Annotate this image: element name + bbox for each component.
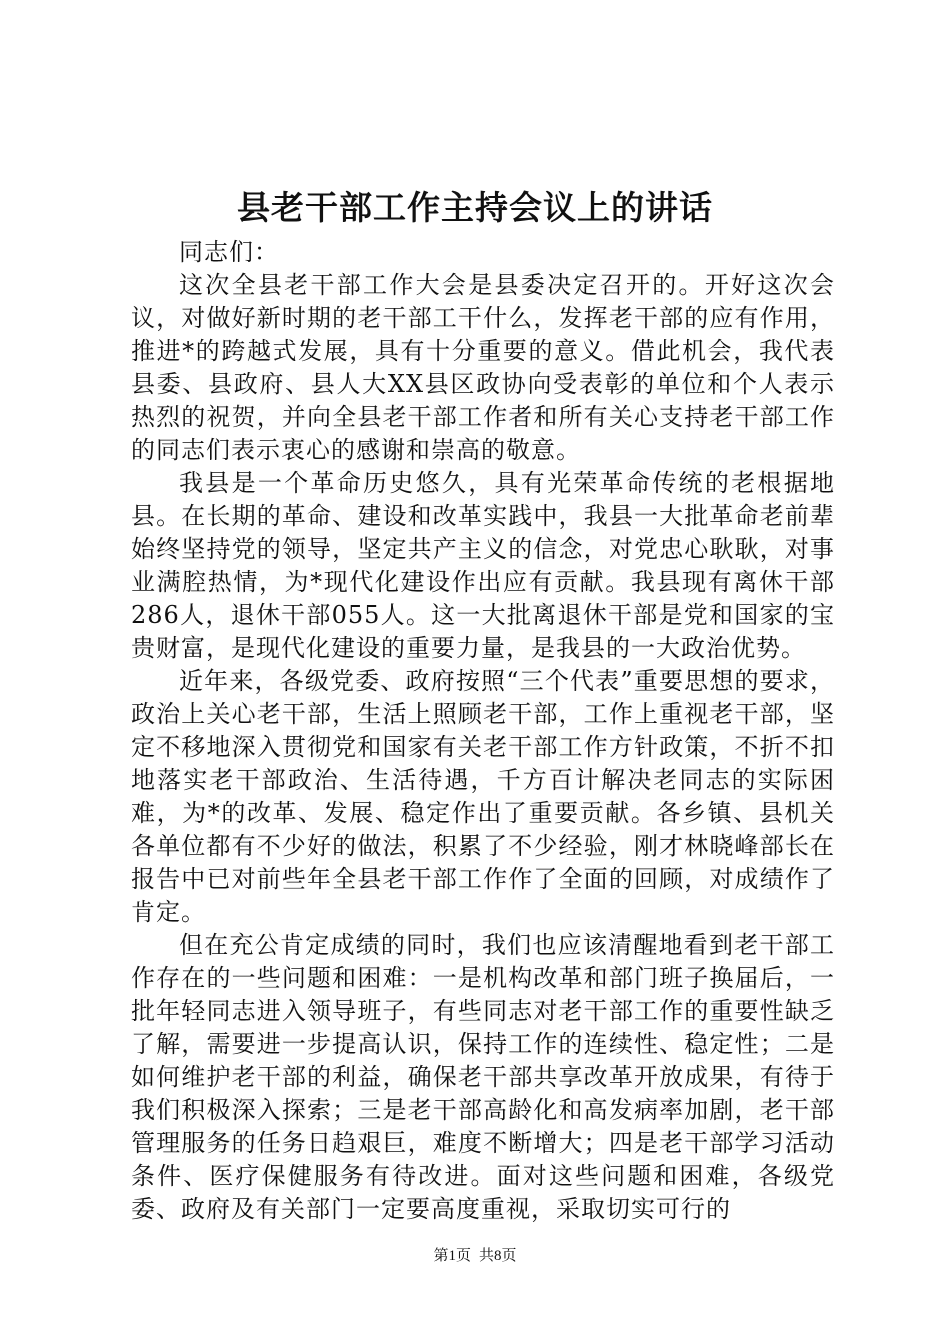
body-paragraph: 但在充公肯定成绩的同时，我们也应该清醒地看到老干部工作存在的一些问题和困难：一是机构改革和部门班子换届后，一批年轻同志进入领导班子，有些同志对老干部工作的重要性缺乏了解，需要进一步提高认识，保持工作的连续性、稳定性；二是如何维护老干部的利益，确保老干部共享改革开放成果，有待于我们积极深入探索；三是老干部高龄化和高发病率加剧，老干部管理服务的任务日趋艰巨，难度不断增大；四是老干部学习活动条件、医疗保健服务有待改进。面对这些问题和困难，各级党委、政府及有关部门一定要高度重视，采取切实可行的 (131, 931, 835, 1223)
body-paragraph: 我县是一个革命历史悠久，具有光荣革命传统的老根据地县。在长期的革命、建设和改革实践中，我县一大批革命老前辈始终坚持党的领导，坚定共产主义的信念，对党忠心耿耿，对事业满腔热情，为*现代化建设作出应有贡献。我县现有离休干部286人，退休干部055人。这一大批离退休干部是党和国家的宝贵财富，是现代化建设的重要力量，是我县的一大政治优势。 (131, 469, 835, 662)
page-number: 第1页 (433, 1248, 471, 1264)
salutation-paragraph: 同志们： (179, 238, 279, 266)
document-body (131, 236, 835, 1226)
page-footer (0, 1246, 950, 1266)
page-count: 共8页 (479, 1248, 517, 1264)
body-paragraph: 这次全县老干部工作大会是县委决定召开的。开好这次会议，对做好新时期的老干部工干什么，发挥老干部的应有作用，推进*的跨越式发展，具有十分重要的意义。借此机会，我代表县委、县政府、县人大XX县区政协向受表彰的单位和个人表示热烈的祝贺，并向全县老干部工作者和所有关心支持老干部工作的同志们表示衷心的感谢和崇高的敬意。 (131, 271, 835, 464)
body-paragraph: 近年来，各级党委、政府按照“三个代表”重要思想的要求，政治上关心老干部，生活上照顾老干部，工作上重视老干部，坚定不移地深入贯彻党和国家有关老干部工作方针政策，不折不扣地落实老干部政治、生活待遇，千方百计解决老同志的实际困难，为*的改革、发展、稳定作出了重要贡献。各乡镇、县机关各单位都有不少好的做法，积累了不少经验，刚才林晓峰部长在报告中已对前些年全县老干部工作作了全面的回顾，对成绩作了肯定。 (131, 667, 835, 926)
document-title: 县老干部工作主持会议上的讲话 (237, 188, 713, 227)
